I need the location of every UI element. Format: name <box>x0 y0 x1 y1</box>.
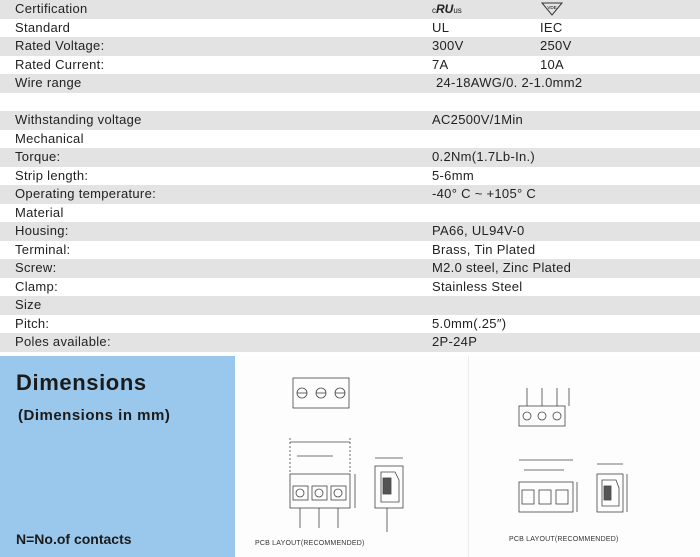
row-spacer <box>0 93 700 112</box>
terminal-block-drawing-right <box>469 356 700 557</box>
row-material <box>0 204 700 223</box>
pcb-layout-caption-right: PCB LAYOUT(RECOMMENDED) <box>509 536 619 543</box>
rated-voltage-label: Rated Voltage: <box>15 38 105 53</box>
standard-ul: UL <box>432 19 450 35</box>
dimensions-title: Dimensions <box>16 370 147 395</box>
pitch-label: Pitch: <box>15 315 50 331</box>
pcb-layout-caption-left: PCB LAYOUT(RECOMMENDED) <box>255 540 365 547</box>
strip-value: 5-6mm <box>432 167 474 183</box>
row-wire-range <box>0 74 700 93</box>
temp-label: Operating temperature: <box>15 186 157 201</box>
rated-current-iec: 10A <box>540 56 565 72</box>
terminal-label: Terminal: <box>15 241 71 257</box>
dimensions-subtitle: (Dimensions in mm) <box>18 407 171 424</box>
row-screw <box>0 259 700 278</box>
row-pitch <box>0 315 700 334</box>
ul-certification-logo: cRUus <box>432 2 462 16</box>
housing-value: PA66, UL94V-0 <box>432 223 525 238</box>
size-label: Size <box>15 297 42 312</box>
row-standard <box>0 19 700 38</box>
torque-value: 0.2Nm(1.7Lb-In.) <box>432 149 536 164</box>
dimensions-panel <box>0 356 235 557</box>
wire-range-value: 24-18AWG/0. 2-1.0mm2 <box>436 75 583 90</box>
withstanding-value: AC2500V/1Min <box>432 112 524 127</box>
technical-drawing-right <box>468 356 700 557</box>
row-withstanding-voltage <box>0 111 700 130</box>
temp-value: -40° C ~ +105° C <box>432 186 537 201</box>
row-size <box>0 296 700 315</box>
terminal-value: Brass, Tin Plated <box>432 241 536 257</box>
row-rated-current <box>0 56 700 75</box>
terminal-block-drawing-left <box>235 356 468 557</box>
row-operating-temperature <box>0 185 700 204</box>
clamp-label: Clamp: <box>15 278 58 294</box>
material-label: Material <box>15 204 64 220</box>
standard-label: Standard <box>15 19 71 35</box>
screw-label: Screw: <box>15 260 57 275</box>
row-torque <box>0 148 700 167</box>
standard-iec: IEC <box>540 19 563 35</box>
row-terminal <box>0 241 700 260</box>
rated-voltage-ul: 300V <box>432 38 464 53</box>
technical-drawing-left <box>235 356 468 557</box>
row-housing <box>0 222 700 241</box>
screw-value: M2.0 steel, Zinc Plated <box>432 260 572 275</box>
torque-label: Torque: <box>15 149 61 164</box>
svg-text:VDE: VDE <box>547 5 557 10</box>
strip-label: Strip length: <box>15 167 89 183</box>
wire-range-label: Wire range <box>15 75 82 90</box>
poles-label: Poles available: <box>15 334 111 349</box>
certification-label: Certification <box>15 1 88 16</box>
row-certification <box>0 0 700 19</box>
dimensions-section <box>0 356 700 557</box>
rated-current-ul: 7A <box>432 56 449 72</box>
poles-value: 2P-24P <box>432 334 478 349</box>
rated-current-label: Rated Current: <box>15 56 105 72</box>
housing-label: Housing: <box>15 223 69 238</box>
contacts-note: N=No.of contacts <box>16 531 132 547</box>
withstanding-label: Withstanding voltage <box>15 112 142 127</box>
rated-voltage-iec: 250V <box>540 38 572 53</box>
pitch-value: 5.0mm(.25″) <box>432 315 507 331</box>
row-rated-voltage <box>0 37 700 56</box>
row-poles-available <box>0 333 700 352</box>
clamp-value: Stainless Steel <box>432 278 523 294</box>
row-strip-length <box>0 167 700 186</box>
row-mechanical <box>0 130 700 149</box>
mechanical-label: Mechanical <box>15 130 84 146</box>
row-clamp <box>0 278 700 297</box>
